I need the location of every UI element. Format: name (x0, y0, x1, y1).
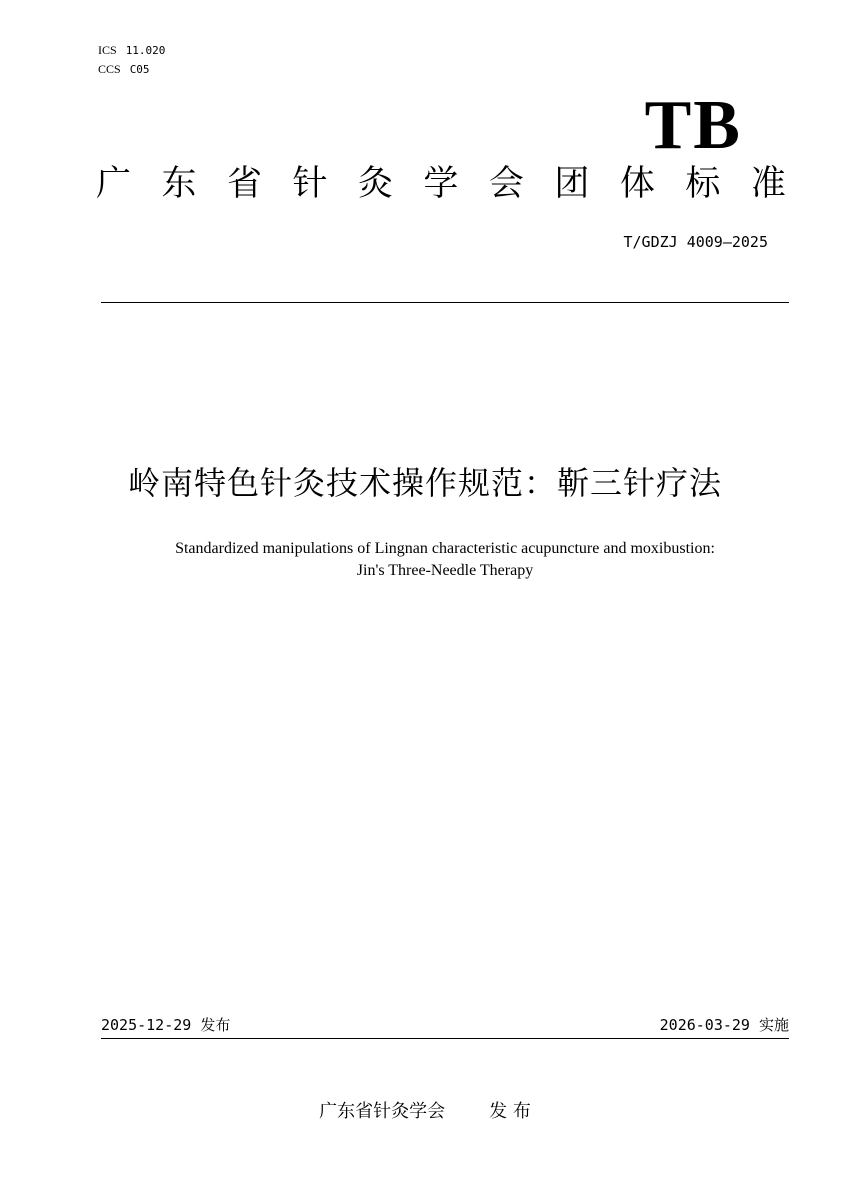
org-title-char: 学 (423, 164, 459, 204)
top-divider (101, 302, 789, 303)
org-title-char: 会 (488, 164, 524, 204)
ics-code: 11.020 (125, 44, 166, 57)
ccs-row (98, 60, 165, 79)
standard-number: T/GDZJ 4009—2025 (623, 233, 768, 251)
publisher-action: 发 布 (489, 1101, 531, 1122)
document-title-zh: 岭南特色针灸技术操作规范：靳三针疗法 (127, 464, 722, 502)
ccs-label: CCS (98, 62, 121, 76)
ccs-code: C05 (129, 63, 150, 76)
ics-row (98, 41, 165, 60)
org-title-char: 准 (750, 164, 786, 204)
publisher-line (0, 1099, 850, 1125)
organization-standard-title (96, 160, 786, 208)
org-title-char: 灸 (357, 164, 393, 204)
ics-label: ICS (98, 43, 117, 57)
classification-codes (98, 41, 165, 79)
org-title-char: 体 (619, 164, 655, 204)
title-en-line-1: Standardized manipulations of Lingnan characteristic acupuncture and moxibustion: (175, 540, 715, 557)
bottom-divider (101, 1038, 789, 1039)
org-title-char: 针 (292, 164, 328, 204)
org-title-char: 省 (226, 164, 262, 204)
org-title-char: 广 (96, 164, 132, 204)
org-title-char: 标 (685, 164, 721, 204)
org-title-char: 东 (161, 164, 197, 204)
org-title-char: 团 (554, 164, 590, 204)
title-en-line-2: Jin's Three-Needle Therapy (356, 562, 534, 579)
publisher-name: 广东省针灸学会 (319, 1101, 446, 1122)
issue-date: 2025-12-29 发布 (101, 1016, 231, 1034)
implementation-date: 2026-03-29 实施 (659, 1016, 789, 1034)
document-title-en (80, 538, 810, 582)
standard-mark: TB (644, 87, 742, 164)
